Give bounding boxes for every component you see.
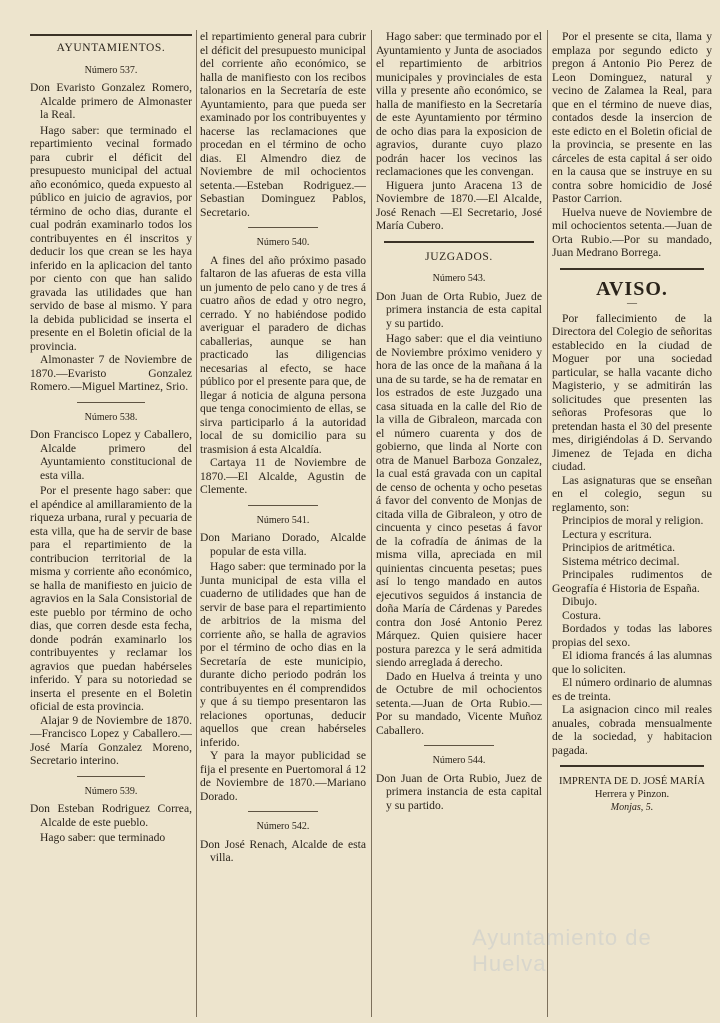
notice-538-heading: Don Francisco Lopez y Caballero, Alcalde primero del Ayuntamiento constitucional de esta villa.: [30, 428, 192, 482]
notice-542-signature: Higuera junto Aracena 13 de Noviembre de 1870.—El Alcalde, José Renach —El Secretario, José María Cubero.: [376, 178, 542, 232]
subject-item: Principales rudimentos de Geografía é Historia de España.: [552, 568, 712, 595]
separator: [248, 227, 318, 228]
notice-number-540: Número 540.: [256, 237, 310, 248]
aviso-subjects-intro: Las asignaturas que se enseñan en el colegio, segun su reglamento, son:: [552, 473, 712, 514]
notice-537-body: Hago saber: que terminado el repartimiento vecinal formado para cubrir el déficit del presupuesto municipal del actual año económico, queda expuesto al público en juicio de agravios, por término de ocho dias, durante el cual podrán examinarlo todos los contribuyentes en él inscritos y deducir los que crean se les haya inferido en la aplicacion del tanto por ciento con que han salido gravada las utilidades que han servido de base al mismo. Y para la debida publicidad se inserta el presente en el Boletin oficial de la provincia.: [30, 123, 192, 353]
notice-542-body: Hago saber: que terminado por el Ayuntamiento y Junta de asociados el repartimiento de arbitrios municipales y provinciales de esta villa y presente año económico, se halla de manifiesto en la Secretaría de este Ayuntamiento por término de ocho dias para la exposicion de agravios, durante cuyo plazo podrán hacer los vecinos las reclamaciones que les convengan.: [376, 30, 542, 178]
aviso-salary: La asignacion cinco mil reales anuales, cobrada mensualmente de la sociedad, y habitacion pagada.: [552, 703, 712, 757]
imprint: [552, 775, 712, 814]
archive-watermark: Ayuntamiento de Huelva: [472, 925, 652, 976]
section-rule: [560, 268, 704, 270]
column-rule: [371, 30, 372, 1017]
notice-542-heading: Don José Renach, Alcalde de esta villa.: [200, 837, 366, 864]
notice-number-542: Número 542.: [256, 821, 310, 832]
subject-item: Dibujo.: [562, 595, 598, 608]
notice-number-538: Número 538.: [84, 411, 138, 423]
title-dash: —: [627, 297, 637, 309]
notice-538-body: Por el presente hago saber: que el apéndice al amillaramiento de la riqueza urbana, rural y pecuaria de esta villa, que ha de servir de base para el repartimiento de la contribucion territorial de la misma y corriente año económico, se halla de manifiesto en juicio de agravios en la Sala Consistorial de este pueblo por término de ocho dias, que corren desde esta fecha, donde podrán examinarlo los contribuyentes y reclamar los agravios que puedan habérseles inferido. Y para su notoriedad se inserta el presente en el Boletin oficial de esta provincia.: [30, 484, 192, 713]
notice-537-signature: Almonaster 7 de Noviembre de 1870.—Evaristo Gonzalez Romero.—Miguel Martinez, Srio.: [30, 353, 192, 393]
notice-541-body: Hago saber: que terminado por la Junta municipal de esta villa el cuaderno de utilidades que han de servir de base para el repartimiento de arbitrios de la misma del corriente año, se halla de agravios por el término de ocho dias en la Secretaría de este municipio, durante dicho periodo podrán los contribuyentes en él comprendidos y que á su tiempo presentaron las relaciones oportunas, deducir aquellos que crean habérseles inferido.: [200, 560, 366, 749]
column-rule: [196, 30, 197, 1017]
notice-537-heading: Don Evaristo Gonzalez Romero, Alcalde primero de Almonaster la Real.: [30, 81, 192, 121]
separator: [77, 402, 145, 403]
imprint-name: IMPRENTA DE D. JOSÉ MARÍA Herrera y Pinzon.: [559, 776, 705, 800]
subject-item: Bordados y todas las labores propias del sexo.: [552, 622, 712, 649]
notice-543-heading: Don Juan de Orta Rubio, Juez de primera instancia de esta capital y su partido.: [376, 289, 542, 330]
notice-544-heading: Don Juan de Orta Rubio, Juez de primera instancia de esta capital y su partido.: [376, 771, 542, 812]
subject-item: El idioma francés á las alumnas que lo soliciten.: [552, 649, 712, 676]
notice-541-heading: Don Mariano Dorado, Alcalde popular de esta villa.: [200, 531, 366, 558]
notice-number-539: Número 539.: [84, 785, 138, 797]
notice-543-signature: Dado en Huelva á treinta y uno de Octubre de mil ochocientos setenta.—Juan de Orta Rubio.—Por su mandado, Vicente Muñoz Caballero.: [376, 669, 542, 737]
notice-539-heading: Don Esteban Rodriguez Correa, Alcalde de este pueblo.: [30, 802, 192, 829]
imprint-address: Monjas, 5.: [610, 802, 654, 813]
notice-540-body: A fines del año próximo pasado faltaron de las afueras de esta villa un jumento de pelo cano y de tres á cuatro años de edad y otro negro, cerrado. Y no habiéndose podido averiguar el paradero de dichas caballerias, aunque se han practicado las diligencias necesarias al efecto, se hace público por el presente para que, de llegar á noticia de alguna persona que tenga conocimiento de ellas, se sirva participarlo á la autoridad local de su domicilio para su trasmision á esta Alcaldía.: [200, 253, 366, 456]
column-rule: [547, 30, 548, 1017]
notice-544-signature: Huelva nueve de Noviembre de mil ochocientos setenta.—Juan de Orta Rubio.—Por su mandado, Juan Medrano Borrega.: [552, 205, 712, 259]
column-4: [552, 30, 712, 1017]
subject-item: Sistema métrico decimal.: [562, 554, 680, 568]
notice-540-signature: Cartaya 11 de Noviembre de 1870.—El Alcalde, Agustin de Clemente.: [200, 456, 366, 496]
section-title-juzgados: JUZGADOS.: [425, 250, 493, 263]
column-1: [30, 30, 192, 1017]
notice-number-544: Número 544.: [432, 755, 486, 766]
notice-539-body: Hago saber: que terminado: [40, 831, 166, 844]
subject-item: Principios de moral y religion.: [562, 514, 704, 527]
column-3: [376, 30, 542, 1017]
top-rule: [30, 34, 192, 36]
section-title-ayuntamientos: AYUNTAMIENTOS.: [56, 42, 166, 54]
aviso-title: AVISO.: [596, 277, 668, 300]
section-rule: [384, 241, 533, 243]
column-2: [200, 30, 366, 1017]
notice-544-body: Por el presente se cita, llama y emplaza por segundo edicto y pregon á Antonio Pio Perez de Leon Dominguez, natural y vecino de Zalamea la Real, para que en el término de nueve dias, contados desde la insercion de este edicto en el Boletin oficial de la provincia, se presente en las cárceles de esta capital á ser oido en la causa que se instruye en su contra sobre homicidio de José Pastor Carrion.: [552, 30, 712, 205]
notice-539-continuation: el repartimiento general para cubrir el déficit del presupuesto municipal del corriente año económico, se halla de manifiesto con los recibos talonarios en la Secretaría de este Ayuntamiento, para que pueda ser examinado por los contribuyentes y hacerse las reclamaciones que procedan en el término de ocho dias. El Almendro diez de Noviembre de mil ochocientos setenta.—Esteban Rodriguez.—Sebastian Dominguez Pablos, Secretario.: [200, 30, 366, 219]
subject-item: Lectura y escritura.: [562, 527, 652, 541]
subject-item: Costura.: [562, 608, 601, 622]
section-rule: [560, 765, 704, 767]
notice-number-543: Número 543.: [432, 273, 486, 284]
aviso-student-count: El número ordinario de alumnas es de treinta.: [552, 676, 712, 703]
notice-number-537: Número 537.: [84, 64, 138, 76]
separator: [424, 745, 494, 746]
separator: [248, 811, 318, 812]
notice-543-body: Hago saber: que el dia veintiuno de Noviembre próximo venidero y hora de las once de la mañana á la una de su tarde, se ha de rematar en los estrados de este Juzgado una casa situada en la calle del Rio de la villa de Gibraleon, marcada con el número cuarenta y dos de gobierno, que linda al Norte con otra de Manuel Barboza Gonzalez, la cual está gravada con un capital de censo de ochenta y ocho pesetas á favor del convento de Monjas de citada villa de Gibraleon, y otro de cincuenta y cinco pesetas á favor de la cofradía de ánimas de la misma villa, apreciada en mil quinientas cincuenta pesetas; pues así lo tengo mandado en autos ejecutivos seguidos á instancia de doña María de Cárdenas y Paredes contra don José Antonio Perez Márquez. Quien quisiere hacer postura parezca y le será admitida siendo arreglada á derecho.: [376, 332, 542, 669]
separator: [248, 505, 318, 506]
notice-541-closing: Y para la mayor publicidad se fija el presente en Puertomoral á 12 de Noviembre de 1870.—Mariano Dorado.: [200, 749, 366, 803]
notice-number-541: Número 541.: [256, 514, 310, 526]
aviso-body: Por fallecimiento de la Directora del Colegio de señoritas establecido en la ciudad de Moguer por una sociedad particular, se halla vacante dicho Magisterio, y se admitirán las solicitudes que presenten las señoras Profesoras que lo pretendan hasta el 30 del presente mes, dirigiéndolas á D. Servando Jimenez de Tejada en dicha ciudad.: [552, 311, 712, 473]
separator: [77, 776, 145, 777]
subject-item: Principios de aritmética.: [562, 541, 676, 554]
notice-538-signature: Alajar 9 de Noviembre de 1870.—Francisco Lopez y Caballero.—José María Gonzalez Moreno, Secretario interino.: [30, 713, 192, 767]
